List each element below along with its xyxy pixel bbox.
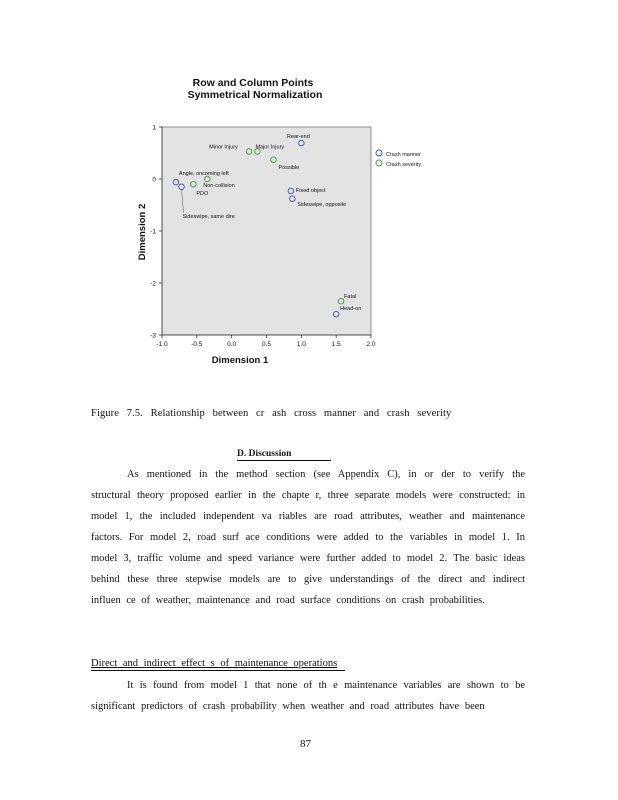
- x-tick-label-4: 1.0: [296, 341, 306, 348]
- point-label-minor-injury: Minor Injury: [209, 144, 238, 151]
- correspondence-chart: [0, 0, 618, 370]
- y-tick-label-1: 0: [152, 176, 156, 184]
- x-tick-label-3: 0.5: [261, 341, 272, 348]
- section-heading: D. Discussion: [237, 448, 331, 461]
- y-tick-label-4: -3: [150, 332, 156, 340]
- y-tick-group: [150, 125, 162, 340]
- point-label-fixed-object: Fixed object: [295, 187, 326, 194]
- chart-title: Row and Column Points: [192, 77, 314, 89]
- x-axis-label: Dimension 1: [211, 355, 269, 366]
- discussion-paragraph: As mentioned in the method section (see Appendix C), in or der to verify the structural theory proposed earlier in the chapte r, three separate models were constructed: in model 1, the included independent va riables are road attributes, weather and maintenance factors. For model 2, road surf ace conditions were added to the variables in model 1. In model 3, traffic volume and speed variance were further added to model 2. The basic ideas behind these three stepwise models are to give understandings of the direct and indirect influen ce of weather, maintenance and road surface conditions on crash probabilities.: [91, 469, 525, 606]
- y-tick-label-3: -2: [150, 280, 156, 288]
- point-label-sideswipe-opposite: Sideswipe, opposite: [297, 201, 347, 208]
- point-label-major-injury: Major Injury: [255, 144, 285, 151]
- x-tick-label-2: 0.0: [227, 341, 237, 348]
- x-tick-label-5: 1.5: [331, 341, 341, 348]
- legend-marker-crash-manner: [376, 150, 382, 156]
- legend: [376, 150, 421, 168]
- maintenance-paragraph: It is found from model 1 that none of th e maintenance variables are shown to be significant predictors of crash probability when weather and road attributes have been: [91, 680, 525, 712]
- y-tick-label-0: 1: [152, 124, 156, 132]
- x-tick-group: [156, 335, 375, 348]
- y-axis-label: Dimension 2: [137, 203, 148, 261]
- legend-label-crash-manner: Crash manner: [386, 152, 421, 158]
- point-label-pdo: PDO: [196, 191, 209, 198]
- figure-caption: Figure 7.5. Relationship between cr ash cross manner and crash severity: [91, 408, 452, 419]
- page-number: 87: [300, 738, 311, 750]
- point-label-non-collision: Non-collision: [203, 183, 235, 189]
- point-label-rear-end: Rear-end: [286, 134, 310, 141]
- point-label-head-on: Head-on: [340, 306, 362, 313]
- y-tick-label-2: -1: [150, 228, 156, 236]
- legend-label-crash-severity: Crash severity: [386, 162, 422, 168]
- x-tick-label-6: 2.0: [366, 341, 376, 348]
- chart-subtitle: Symmetrical Normalization: [187, 89, 323, 101]
- subsection-heading: Direct and indirect effect s of maintenance operations: [91, 658, 345, 671]
- point-label-sideswipe-same-dire: Sideswipe, same dire: [182, 213, 235, 220]
- point-label-fatal: Fatal: [344, 294, 357, 301]
- x-tick-label-1: -0.5: [191, 341, 203, 348]
- point-label-possible: Possible: [278, 164, 300, 171]
- point-label-angle-oncoming-left: Angle, oncoming left: [178, 171, 229, 178]
- x-tick-label-0: -1.0: [156, 341, 168, 348]
- legend-marker-crash-severity: [376, 160, 382, 166]
